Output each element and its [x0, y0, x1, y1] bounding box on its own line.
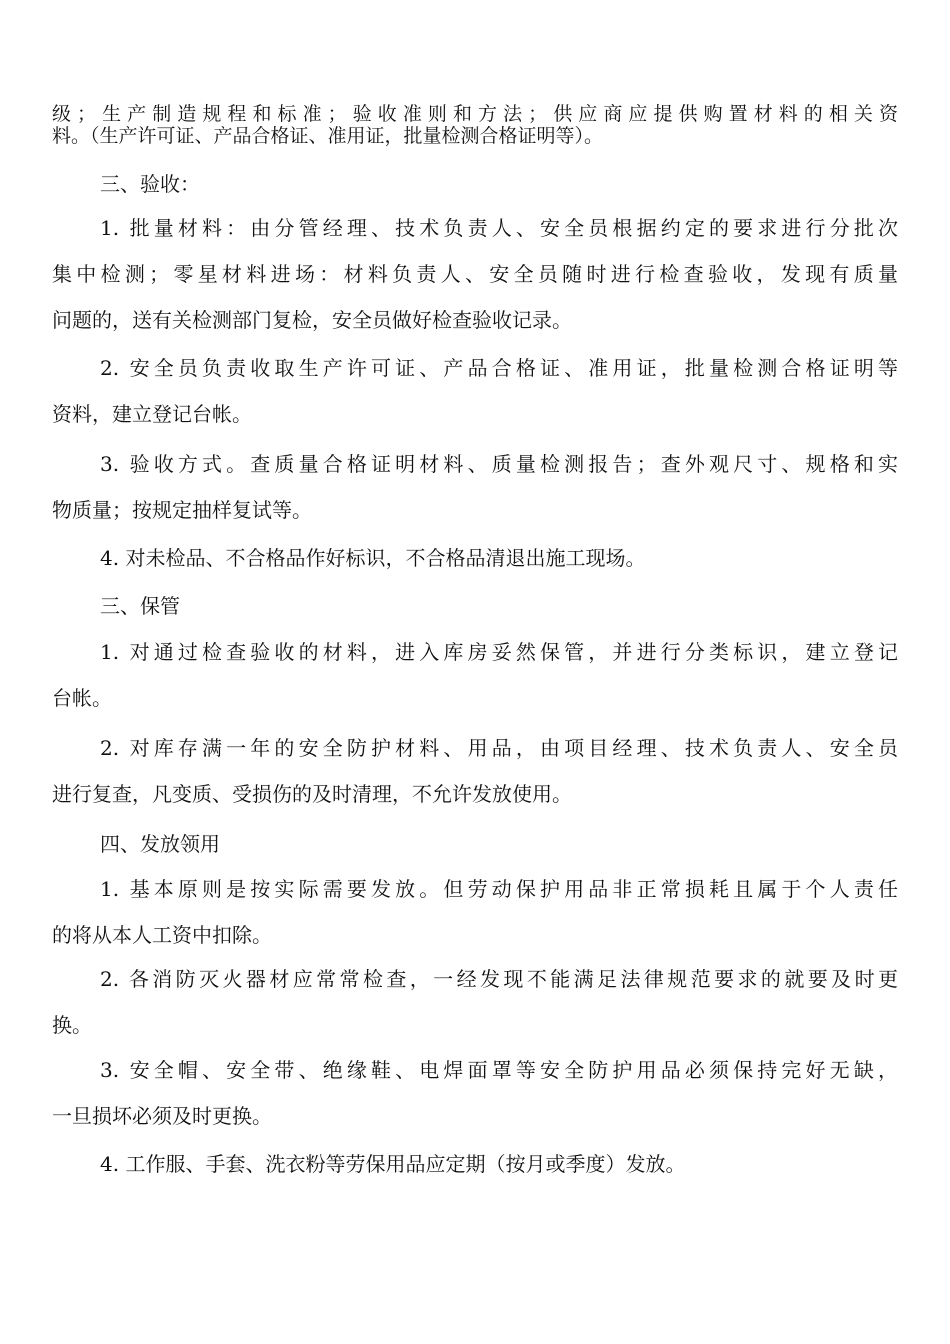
paragraph-storage-1	[52, 640, 898, 710]
intro-paragraph	[52, 103, 898, 147]
text-line: 级；生产制造规程和标准；验收准则和方法；供应商应提供购置材料的相关资	[52, 103, 898, 125]
text-line: 台帐。	[52, 686, 112, 710]
text-line: 1. 对通过检查验收的材料，进入库房妥然保管，并进行分类标识，建立登记	[100, 640, 898, 664]
text-line: 料。（生产许可证、产品合格证、准用证，批量检测合格证明等）。	[52, 125, 604, 147]
text-line: 1. 基本原则是按实际需要发放。但劳动保护用品非正常损耗且属于个人责任	[100, 877, 898, 901]
text-line: 换。	[52, 1013, 92, 1037]
section-heading: 四、发放领用	[100, 832, 220, 856]
text-line: 1. 批量材料：由分管经理、技术负责人、安全员根据约定的要求进行分批次	[100, 216, 898, 240]
text-line: 的将从本人工资中扣除。	[52, 923, 272, 947]
text-line: 4. 对未检品、不合格品作好标识，不合格品清退出施工现场。	[100, 546, 646, 570]
section-heading: 三、验收：	[100, 172, 200, 196]
text-line: 2. 各消防灭火器材应常常检查，一经发现不能满足法律规范要求的就要及时更	[100, 967, 898, 991]
text-line: 2. 安全员负责收取生产许可证、产品合格证、准用证，批量检测合格证明等	[100, 356, 898, 380]
text-line: 物质量；按规定抽样复试等。	[52, 498, 312, 522]
text-line: 集中检测；零星材料进场：材料负责人、安全员随时进行检查验收，发现有质量	[52, 262, 898, 286]
text-line: 一旦损坏必须及时更换。	[52, 1104, 272, 1128]
section-heading-acceptance	[52, 172, 898, 196]
paragraph-distribution-3	[52, 1058, 898, 1128]
section-heading-storage	[52, 594, 898, 618]
text-line: 3. 安全帽、安全带、绝缘鞋、电焊面罩等安全防护用品必须保持完好无缺，	[100, 1058, 898, 1082]
section-heading-distribution	[52, 832, 898, 856]
paragraph-distribution-4	[52, 1152, 898, 1176]
text-line: 资料，建立登记台帐。	[52, 402, 252, 426]
paragraph-acceptance-3	[52, 452, 898, 522]
text-line: 2. 对库存满一年的安全防护材料、用品，由项目经理、技术负责人、安全员	[100, 736, 898, 760]
text-line: 3. 验收方式。查质量合格证明材料、质量检测报告；查外观尺寸、规格和实	[100, 452, 898, 476]
paragraph-storage-2	[52, 736, 898, 806]
paragraph-distribution-1	[52, 877, 898, 947]
section-heading: 三、保管	[100, 594, 180, 618]
text-line: 问题的，送有关检测部门复检，安全员做好检查验收记录。	[52, 308, 572, 332]
text-line: 进行复查，凡变质、受损伤的及时清理，不允许发放使用。	[52, 782, 572, 806]
paragraph-acceptance-1	[52, 216, 898, 332]
text-line: 4. 工作服、手套、洗衣粉等劳保用品应定期（按月或季度）发放。	[100, 1152, 686, 1176]
paragraph-acceptance-2	[52, 356, 898, 426]
paragraph-distribution-2	[52, 967, 898, 1037]
paragraph-acceptance-4	[52, 546, 898, 570]
